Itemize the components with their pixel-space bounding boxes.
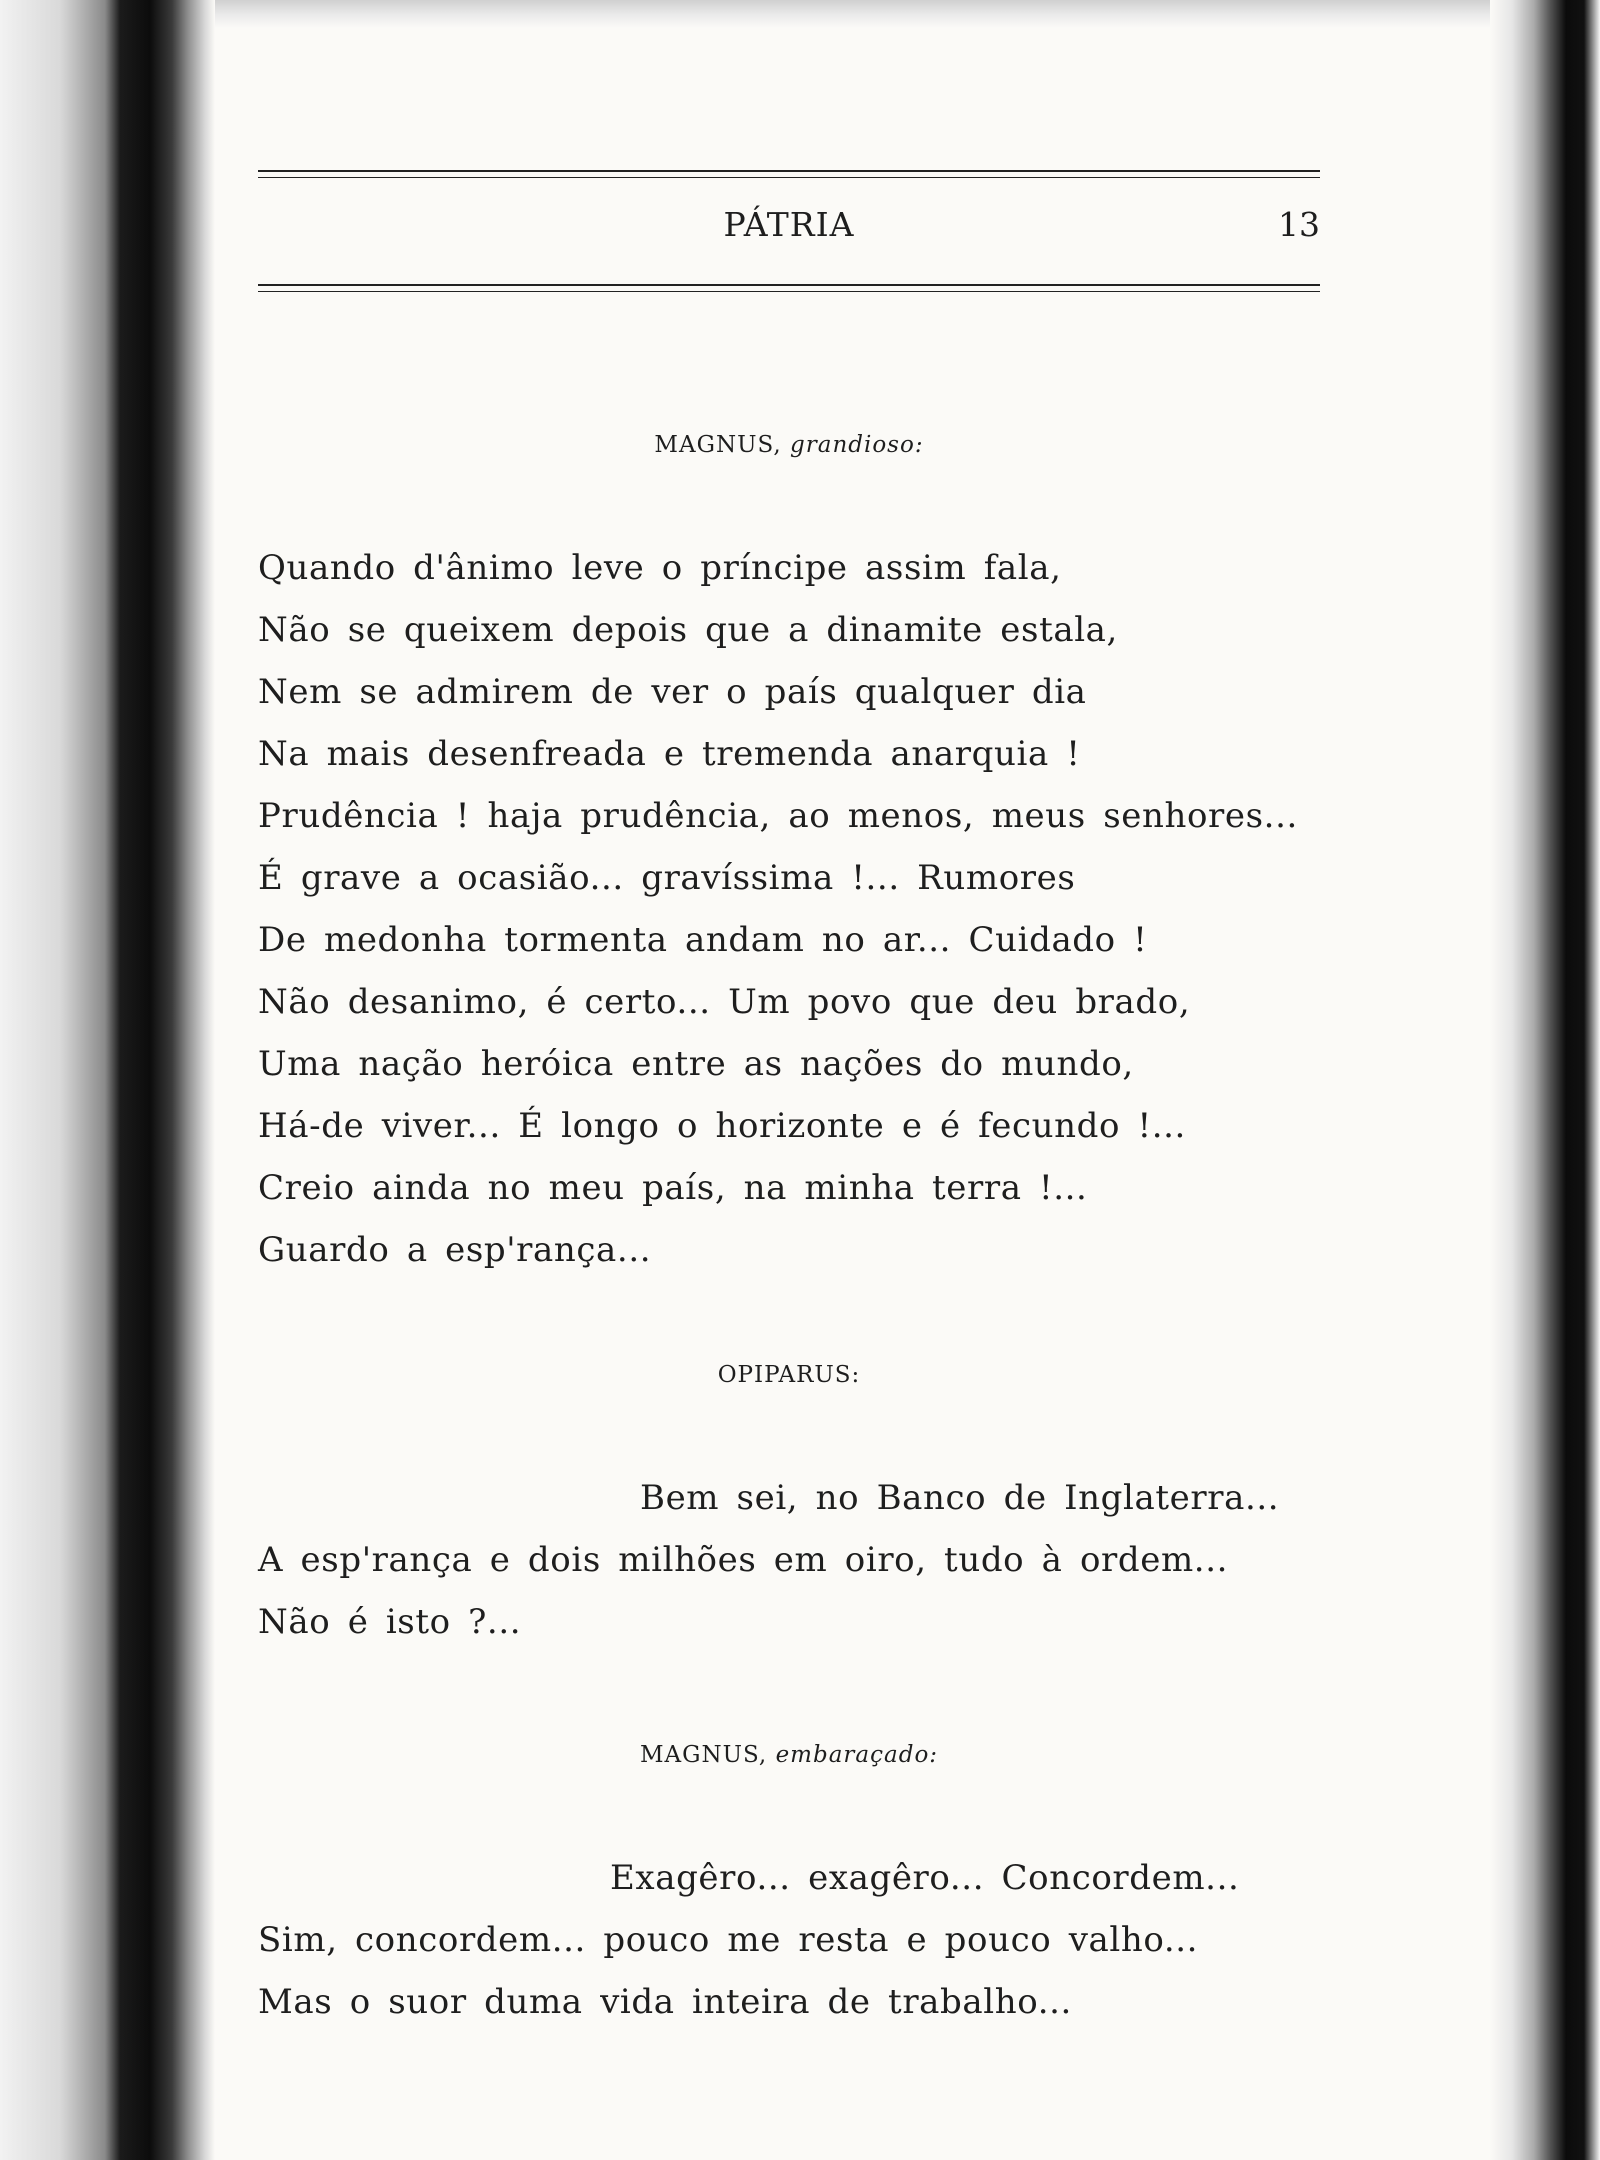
verse-line: De medonha tormenta andam no ar... Cuidado ! bbox=[258, 920, 1148, 960]
speech-verses bbox=[258, 1467, 1338, 1653]
book-binding-shadow-right bbox=[1490, 0, 1600, 2160]
verse-line: Bem sei, no Banco de Inglaterra... bbox=[640, 1478, 1280, 1518]
page-number: 13 bbox=[1278, 205, 1320, 244]
verse-line: Há-de viver... É longo o horizonte e é fecundo !... bbox=[258, 1106, 1186, 1146]
stage-direction: grandioso: bbox=[790, 432, 924, 458]
verse-line: Creio ainda no meu país, na minha terra !... bbox=[258, 1168, 1088, 1208]
verse-line: Exagêro... exagêro... Concordem... bbox=[610, 1858, 1240, 1898]
stage-direction: embaraçado: bbox=[775, 1742, 939, 1768]
speaker-heading bbox=[258, 1362, 1320, 1388]
verse-line: Na mais desenfreada e tremenda anarquia ! bbox=[258, 734, 1081, 774]
verse-line: Nem se admirem de ver o país qualquer dia bbox=[258, 672, 1087, 712]
page-title: PÁTRIA bbox=[723, 205, 855, 244]
header-rule-bottom bbox=[258, 284, 1320, 297]
speaker-name: MAGNUS, bbox=[654, 432, 782, 458]
verse-line: É grave a ocasião... gravíssima !... Rumores bbox=[258, 858, 1076, 898]
speaker-name: MAGNUS, bbox=[639, 1742, 768, 1768]
verse-line: Sim, concordem... pouco me resta e pouco valho... bbox=[258, 1920, 1199, 1960]
header-rule-top bbox=[258, 170, 1320, 183]
speech-verses bbox=[258, 537, 1338, 1281]
verse-line: Quando d'ânimo leve o príncipe assim fala, bbox=[258, 548, 1062, 588]
speech-verses bbox=[258, 1847, 1338, 2033]
verse-line: Não é isto ?... bbox=[258, 1602, 522, 1642]
verse-line: Mas o suor duma vida inteira de trabalho... bbox=[258, 1982, 1072, 2022]
running-head bbox=[258, 205, 1320, 255]
verse-line: Não se queixem depois que a dinamite estala, bbox=[258, 610, 1118, 650]
speaker-heading bbox=[258, 432, 1320, 458]
book-binding-shadow-left bbox=[0, 0, 215, 2160]
verse-line: Uma nação heróica entre as nações do mundo, bbox=[258, 1044, 1134, 1084]
scan-top-edge bbox=[0, 0, 1600, 28]
verse-line: Não desanimo, é certo... Um povo que deu brado, bbox=[258, 982, 1191, 1022]
speaker-heading bbox=[258, 1742, 1320, 1768]
verse-line: Prudência ! haja prudência, ao menos, meus senhores... bbox=[258, 796, 1298, 836]
speaker-name: OPIPARUS: bbox=[717, 1362, 861, 1388]
verse-line: Guardo a esp'rança... bbox=[258, 1230, 652, 1270]
verse-line: A esp'rança e dois milhões em oiro, tudo à ordem... bbox=[258, 1540, 1229, 1580]
